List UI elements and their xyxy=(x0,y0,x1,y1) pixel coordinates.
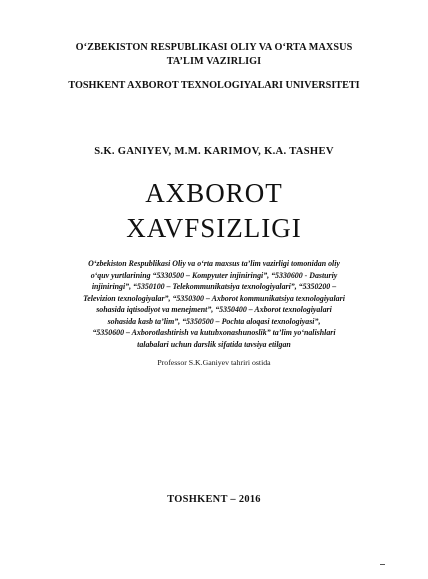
university-name: TOSHKENT AXBOROT TEXNOLOGIYALARI UNIVERSITETI xyxy=(68,80,360,91)
city-year: TOSHKENT – 2016 xyxy=(167,494,261,505)
approval-line: sohasida iqtisodiyot va menejment”, “5350400 – Axborot texnologiyalari xyxy=(96,305,332,314)
approval-line: talabalari uchun darslik sifatida tavsiya etilgan xyxy=(137,339,291,349)
approval-line: Televizion texnologiyalar”, “5350300 – Axborot kommunikatsiya texnologiyalari xyxy=(83,293,345,303)
approval-line: injiniringi”, “5350100 – Telekommunikatsiya texnologiyalari”, “5350200 – xyxy=(91,282,337,291)
approval-line: o‘quv yurtlarining “5330500 – Kompyuter injiniringi”, “5330600 - Dasturiy xyxy=(90,270,338,280)
ministry-line-2: TA’LIM VAZIRLIGI xyxy=(166,56,262,67)
authors: S.K. GANIYEV, M.M. KARIMOV, K.A. TASHEV xyxy=(94,146,334,157)
editor-note: Professor S.K.Ganiyev tahriri ostida xyxy=(157,358,271,367)
approval-line: O‘zbekiston Respublikasi Oliy va o‘rta maxsus ta’lim vazirligi tomonidan oliy xyxy=(88,259,340,268)
ministry-line-1: O‘ZBEKISTON RESPUBLIKASI OLIY VA O‘RTA MAXSUS xyxy=(75,42,353,53)
book-title-line-2: XAVFSIZLIGI xyxy=(126,213,302,243)
approval-line: sohasida kasb ta’lim”, “5350500 – Pochta aloqasi texnologiyasi”, xyxy=(107,316,321,326)
approval-line: “5350600 – Axborotlashtirish va kutubxonashunoslik” ta’lim yo‘nalishlari xyxy=(92,328,336,337)
approval-statement xyxy=(28,258,400,350)
book-title-line-1: AXBOROT xyxy=(145,178,283,208)
scan-mark xyxy=(380,564,385,565)
